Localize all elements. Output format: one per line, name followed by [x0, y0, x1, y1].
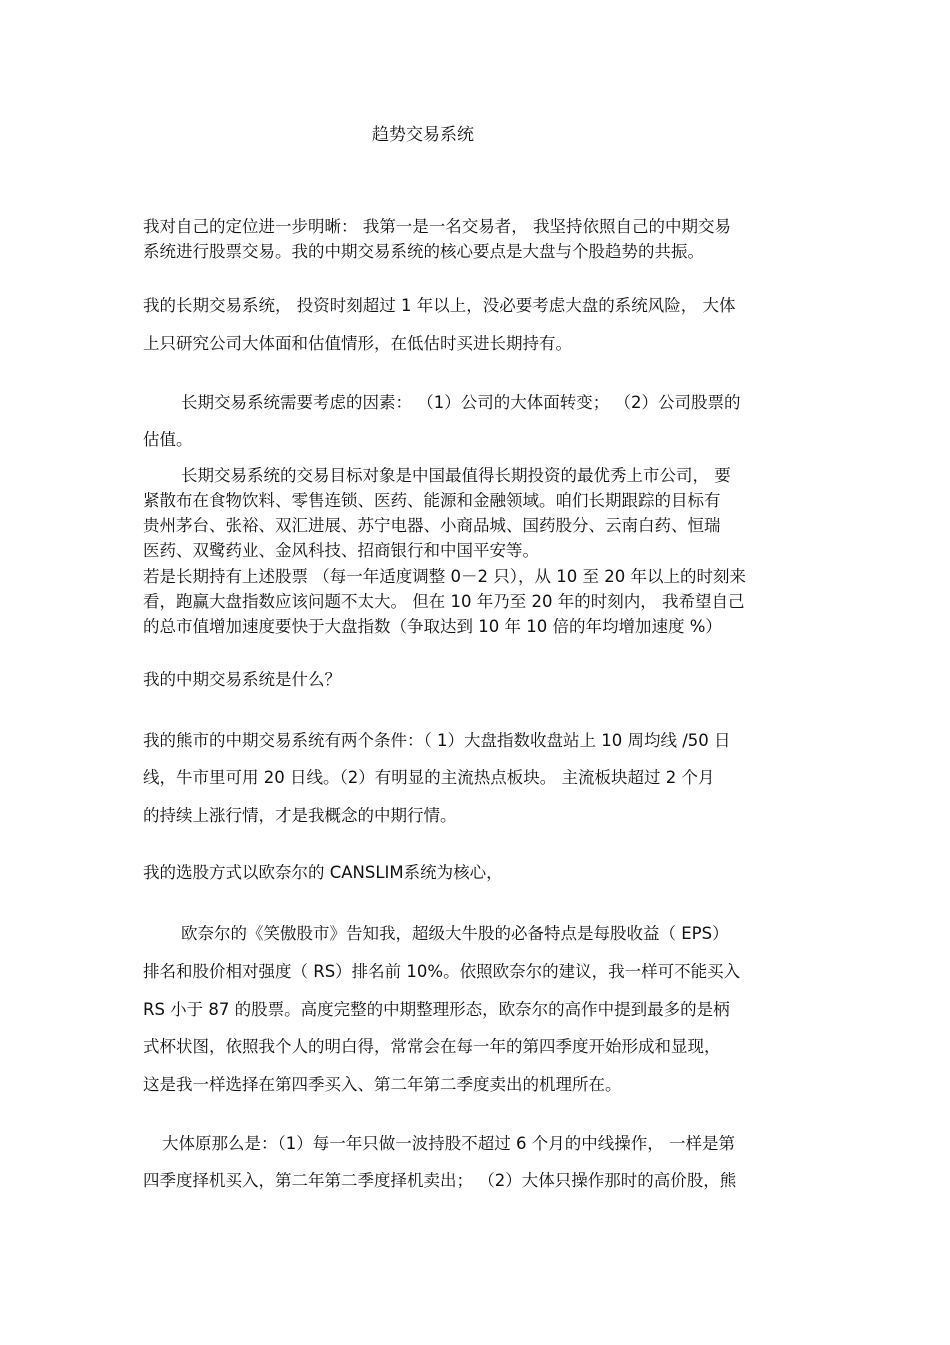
paragraph-line: 这是我一样选择在第四季买入、第二年第二季度卖出的机理所在。	[143, 1075, 622, 1094]
paragraph-line: 我对自己的定位进一步明晰： 我第一是一名交易者， 我坚持依照自己的中期交易	[143, 217, 731, 236]
paragraph-line: 我的中期交易系统是什么？	[143, 670, 341, 689]
paragraph-line: 系统进行股票交易。我的中期交易系统的核心要点是大盘与个股趋势的共振。	[143, 242, 704, 261]
paragraph-line: 的持续上涨行情，才是我概念的中期行情。	[143, 806, 457, 825]
paragraph-line: 的总市值增加速度要快于大盘指数（争取达到 10 年 10 倍的年均增加速度 %）	[143, 617, 722, 636]
paragraph-line: 我的熊市的中期交易系统有两个条件：（ 1）大盘指数收盘站上 10 周均线 /50 日	[143, 731, 731, 750]
paragraph-line: RS 小于 87 的股票。高度完整的中期整理形态，欧奈尔的高作中提到最多的是柄	[143, 1000, 730, 1019]
paragraph-line: 紧散布在食物饮料、零售连锁、医药、能源和金融领域。咱们长期跟踪的目标有	[143, 491, 721, 510]
paragraph-line: 看，跑赢大盘指数应该问题不太大。 但在 10 年乃至 20 年的时刻内， 我希望自己	[143, 592, 745, 611]
paragraph-line: 四季度择机买入，第二年第二季度择机卖出； （2）大体只操作那时的高价股，熊	[143, 1171, 737, 1190]
paragraph-line: 贵州茅台、张裕、双汇进展、苏宁电器、小商品城、国药股分、云南白药、恒瑞	[143, 516, 721, 535]
paragraph-line: 长期交易系统的交易目标对象是中国最值得长期投资的最优秀上市公司， 要	[181, 466, 731, 485]
paragraph-line: 长期交易系统需要考虑的因素： （1）公司的大体面转变； （2）公司股票的	[181, 393, 741, 412]
paragraph-line: 大体原那么是：（1）每一年只做一波持股不超过 6 个月的中线操作， 一样是第	[162, 1134, 735, 1153]
paragraph-line: 我的长期交易系统， 投资时刻超过 1 年以上，没必要考虑大盘的系统风险， 大体	[143, 296, 736, 315]
paragraph-line: 医药、双鹭药业、金风科技、招商银行和中国平安等。	[143, 541, 539, 560]
paragraph-line: 若是长期持有上述股票 （每一年适度调整 0－2 只），从 10 至 20 年以上的时刻来	[143, 567, 746, 586]
paragraph-line: 线，牛市里可用 20 日线。（2）有明显的主流热点板块。 主流板块超过 2 个月	[143, 768, 715, 787]
paragraph-line: 排名和股价相对强度（ RS）排名前 10%。依照欧奈尔的建议，我一样可不能买入	[143, 962, 741, 981]
paragraph-line: 上只研究公司大体面和估值情形，在低估时买进长期持有。	[143, 334, 572, 353]
document-title: 趋势交易系统	[372, 125, 474, 145]
paragraph-line: 我的选股方式以欧奈尔的 CANSLIM系统为核心，	[143, 863, 503, 882]
paragraph-line: 式杯状图，依照我个人的明白得，常常会在每一年的第四季度开始形成和显现，	[143, 1037, 721, 1056]
paragraph-line: 欧奈尔的《笑傲股市》告知我，超级大牛股的必备特点是每股收益（ EPS）	[181, 924, 729, 943]
paragraph-line: 估值。	[143, 430, 193, 449]
